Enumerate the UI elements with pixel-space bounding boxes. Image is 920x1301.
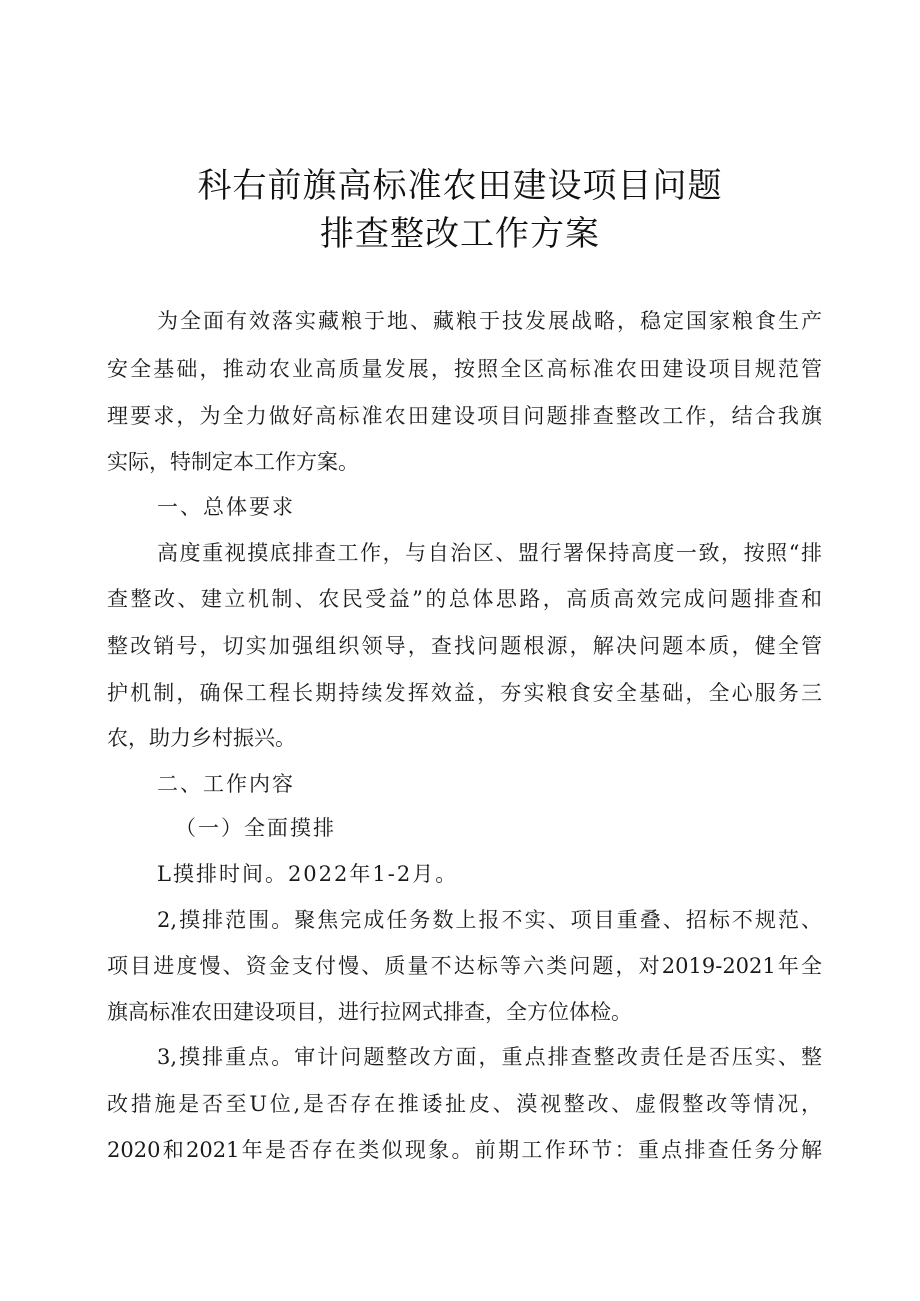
paragraph-line: 项目进度慢、资金支付慢、质量不达标等六类问题，对2019-2021年全 xyxy=(107,954,822,978)
paragraph-line: 改措施是否至U位,是否存在推诿扯皮、漠视整改、虚假整改等情况， xyxy=(107,1092,822,1116)
document-title-line-1: 科右前旗高标准农田建设项目问题 xyxy=(197,166,723,206)
section-heading: 一、总体要求 xyxy=(157,495,295,519)
section-heading: 二、工作内容 xyxy=(157,772,295,796)
paragraph-line: 农，助力乡村振兴。 xyxy=(107,726,296,750)
paragraph-line: 安全基础，推动农业高质量发展，按照全区高标准农田建设项目规范管 xyxy=(107,357,822,381)
paragraph-line: 实际，特制定本工作方案。 xyxy=(107,450,359,474)
paragraph-line: 理要求，为全力做好高标准农田建设项目问题排查整改工作，结合我旗 xyxy=(107,404,822,428)
paragraph-line: L摸排时间。2022年1-2月。 xyxy=(157,862,459,886)
paragraph-line: 2020和2021年是否存在类似现象。前期工作环节：重点排查任务分解 xyxy=(107,1138,822,1162)
paragraph-line: 高度重视摸底排查工作，与自治区、盟行署保持高度一致，按照“排 xyxy=(157,541,822,565)
paragraph-line: 查整改、建立机制、农民受益”的总体思路，高质高效完成问题排查和 xyxy=(107,587,822,611)
paragraph-line: 3,摸排重点。审计问题整改方面，重点排查整改责任是否压实、整 xyxy=(157,1045,822,1069)
paragraph-line: 整改销号，切实加强组织领导，查找问题根源，解决问题本质，健全管 xyxy=(107,634,822,658)
paragraph-line: 为全面有效落实藏粮于地、藏粮于技发展战略，稳定国家粮食生产 xyxy=(157,309,822,333)
paragraph-line: 护机制，确保工程长期持续发挥效益，夯实粮食安全基础，全心服务三 xyxy=(107,681,822,705)
paragraph-line: 2,摸排范围。聚焦完成任务数上报不实、项目重叠、招标不规范、 xyxy=(157,908,822,932)
document-title-line-2: 排查整改工作方案 xyxy=(320,214,600,254)
paragraph-line: 旗高标准农田建设项目，进行拉网式排查，全方位体检。 xyxy=(107,1000,632,1024)
subsection-heading: （一）全面摸排 xyxy=(175,816,336,840)
